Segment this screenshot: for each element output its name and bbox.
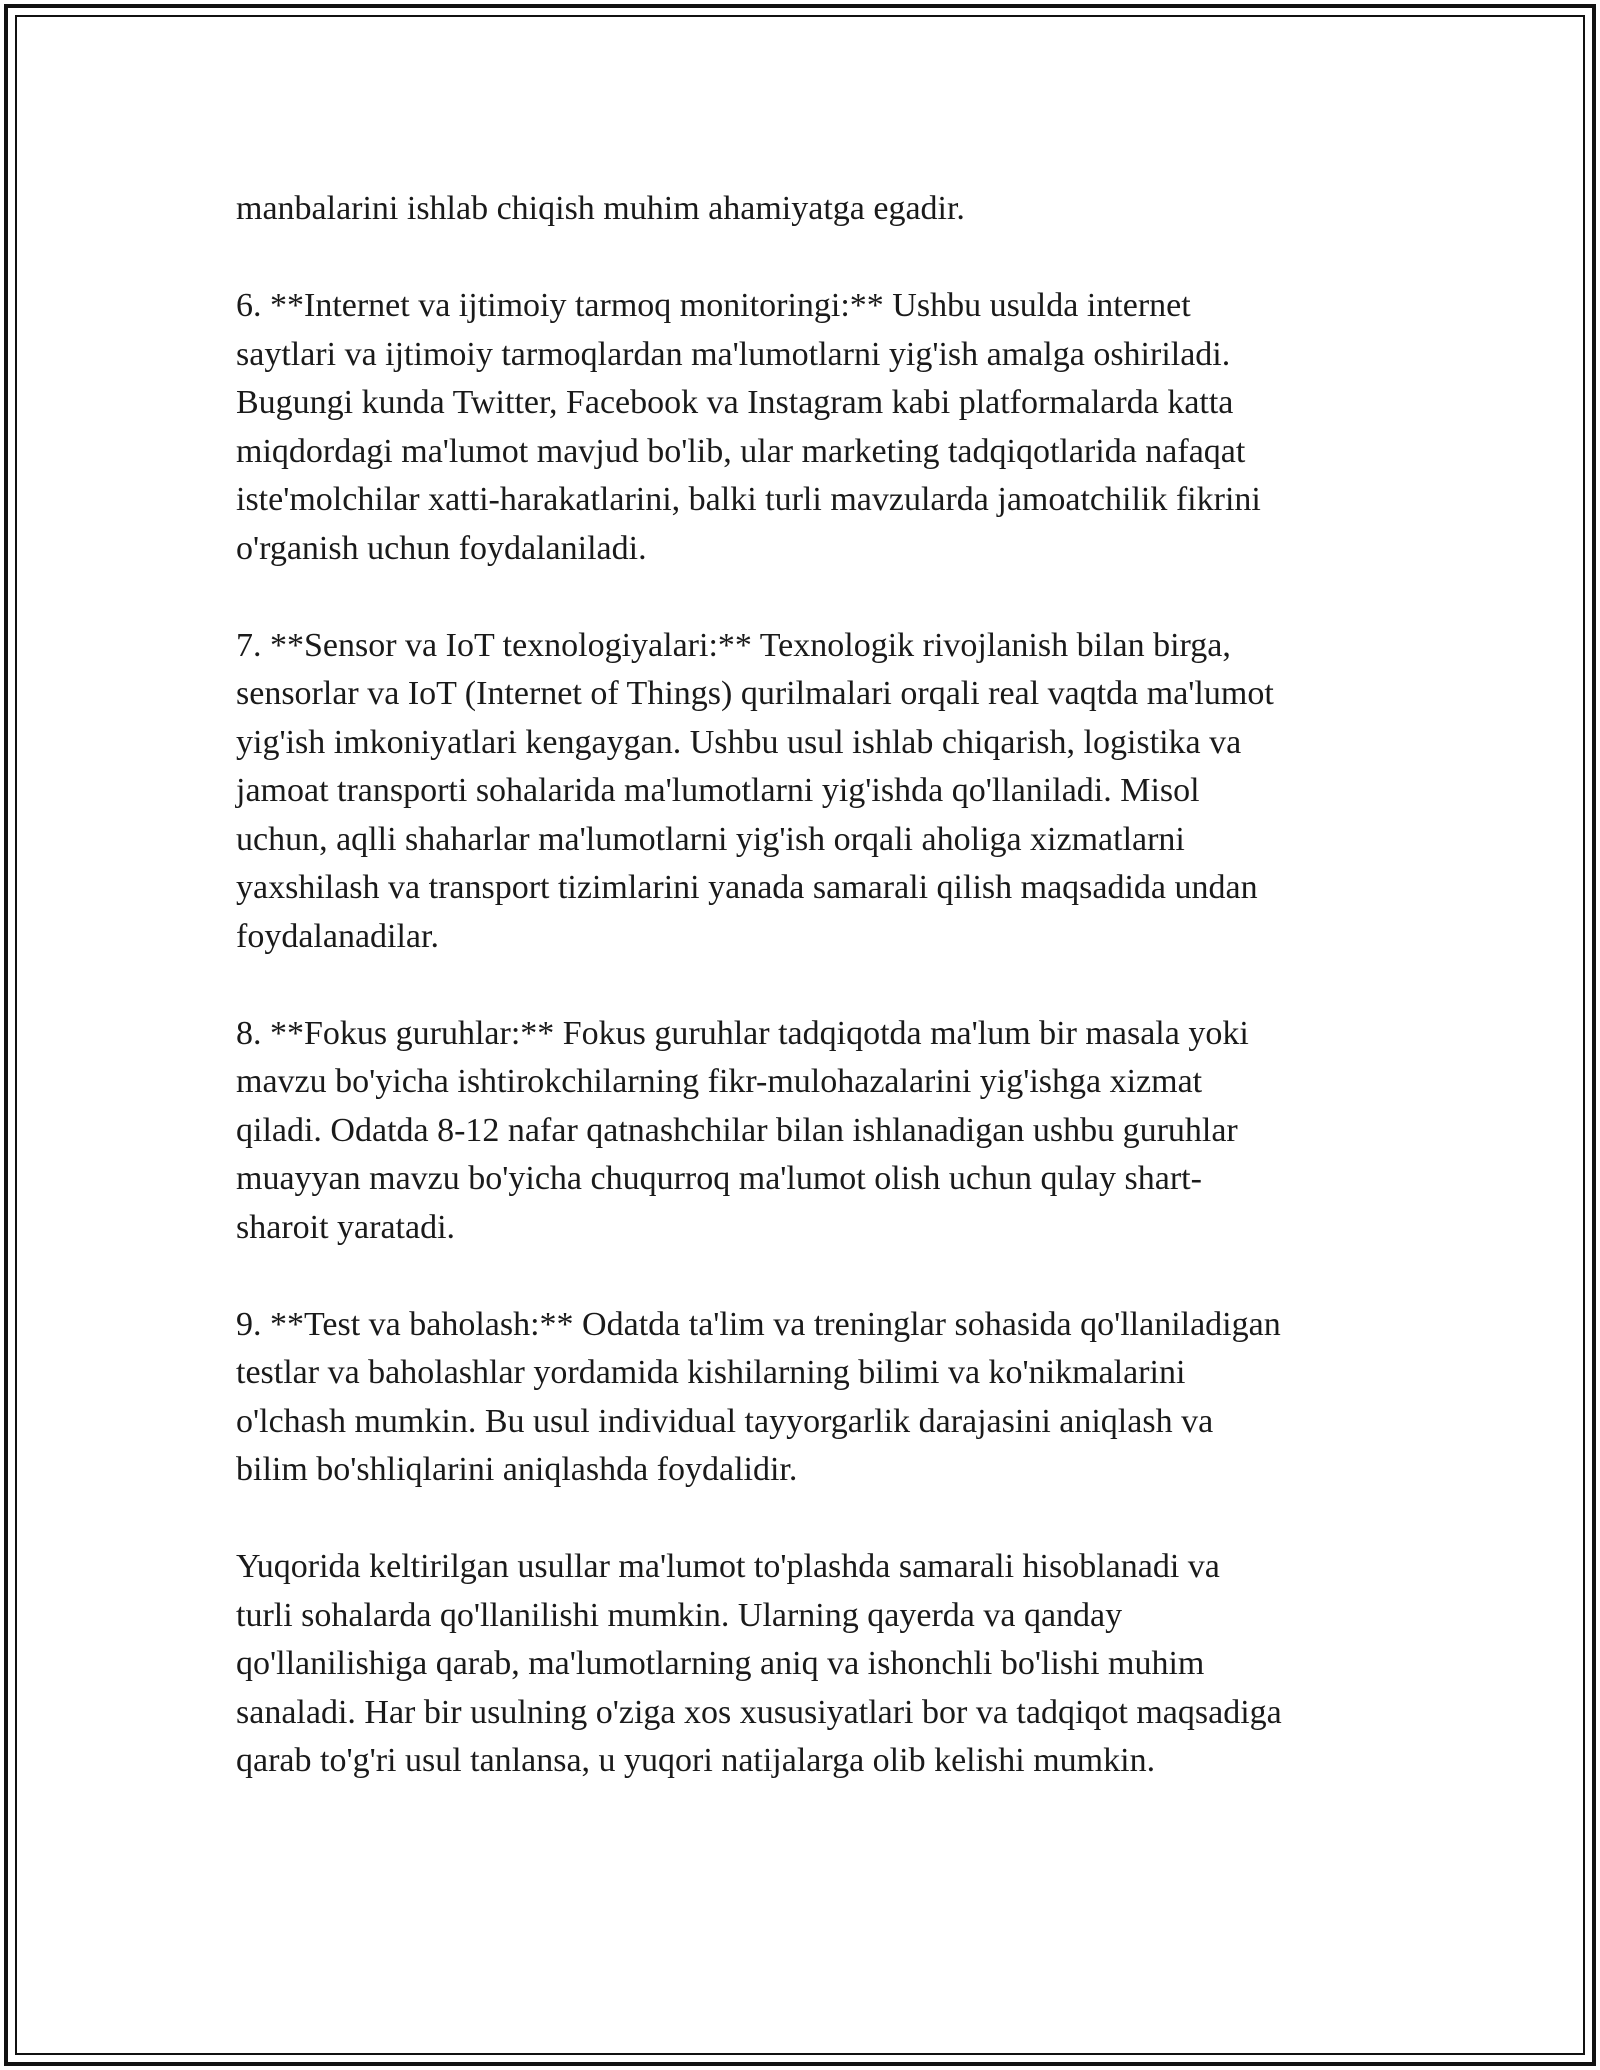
paragraph-continuation: manbalarini ishlab chiqish muhim ahamiyatga egadir.	[236, 190, 965, 227]
document-body	[236, 185, 1372, 1786]
paragraph-item-9-test-assessment: 9. **Test va baholash:** Odatda ta'lim va treninglar sohasida qo'llaniladigan testlar va baholashlar yordamida kishilarning bilimi va ko'nikmalarini o'lchash mumkin. Bu usul individual tayyorgarlik darajasini aniqlash va bilim bo'shliqlarini aniqlashda foydalidir.	[236, 1305, 1281, 1488]
paragraph-item-6-internet-monitoring: 6. **Internet va ijtimoiy tarmoq monitoringi:** Ushbu usulda internet saytlari va ijtimoiy tarmoqlardan ma'lumotlarni yig'ish amalga oshiriladi. Bugungi kunda Twitter, Facebook va Instagram kabi platformalarda katta miqdordagi ma'lumot mavjud bo'lib, ular marketing tadqiqotlarida nafaqat iste'molchilar xatti-harakatlarini, balki turli mavzularda jamoatchilik fikrini o'rganish uchun foydalaniladi.	[236, 287, 1261, 567]
paragraph-item-8-focus-groups: 8. **Fokus guruhlar:** Fokus guruhlar tadqiqotda ma'lum bir masala yoki mavzu bo'yicha ishtirokchilarning fikr-mulohazalarini yig'ishga xizmat qiladi. Odatda 8-12 nafar qatnashchilar bilan ishlanadigan ushbu guruhlar muayyan mavzu bo'yicha chuqurroq ma'lumot olish uchun qulay shart- sharoit yaratadi.	[236, 1014, 1249, 1246]
paragraph-item-7-sensor-iot: 7. **Sensor va IoT texnologiyalari:** Texnologik rivojlanish bilan birga, sensorlar va IoT (Internet of Things) qurilmalari orqali real vaqtda ma'lumot yig'ish imkoniyatlari kengaygan. Ushbu usul ishlab chiqarish, logistika va jamoat transporti sohalarida ma'lumotlarni yig'ishda qo'llaniladi. Misol uchun, aqlli shaharlar ma'lumotlarni yig'ish orqali aholiga xizmatlarni yaxshilash va transport tizimlarini yanada samarali qilish maqsadida undan foydalanadilar.	[236, 626, 1274, 955]
paragraph-conclusion: Yuqorida keltirilgan usullar ma'lumot to'plashda samarali hisoblanadi va turli sohalarda qo'llanilishi mumkin. Ularning qayerda va qanday qo'llanilishiga qarab, ma'lumotlarning aniq va ishonchli bo'lishi muhim sanaladi. Har bir usulning o'ziga xos xususiyatlari bor va tadqiqot maqsadiga qarab to'g'ri usul tanlansa, u yuqori natijalarga olib kelishi mumkin.	[236, 1548, 1282, 1779]
